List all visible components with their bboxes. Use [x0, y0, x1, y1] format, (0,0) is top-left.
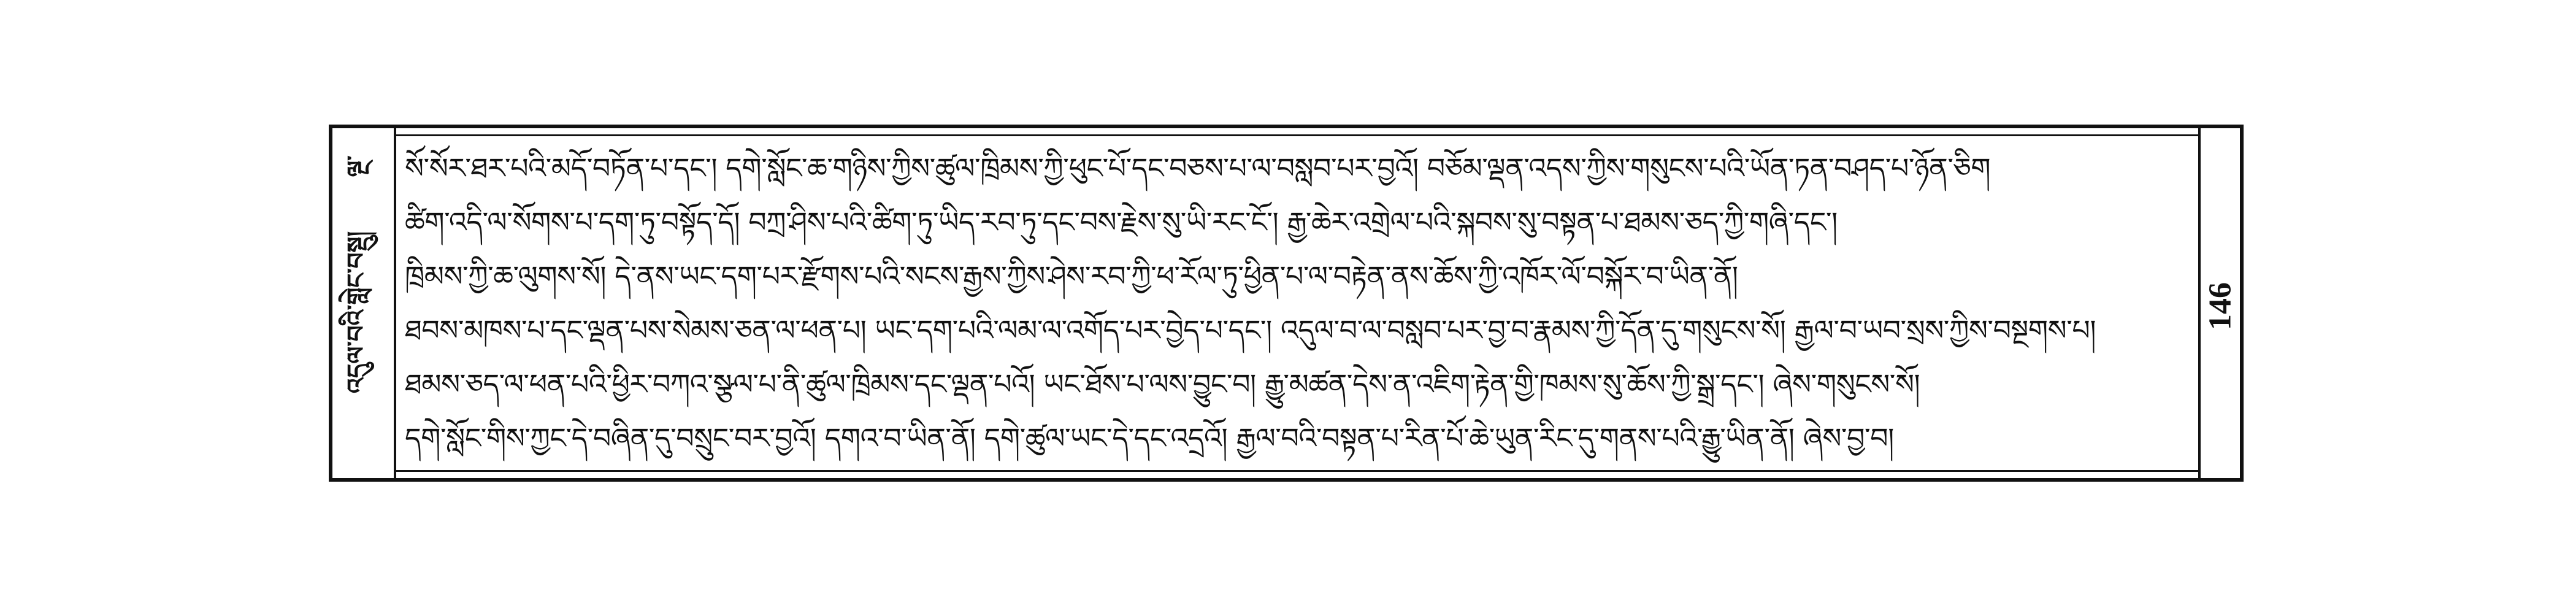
text-block [405, 142, 2190, 465]
text-line-5: ཐམས་ཅད་ལ་ཕན་པའི་ཕྱིར་བཀའ་སྩལ་པ་ནི་ཚུལ་ཁྲིམས་དང་ལྡན་པའོ། ཡང་ཐོས་པ་ལས་བྱུང་བ། རྒྱུ་མཚན་དེས་ན་འཇིག་རྟེན་གྱི་ཁམས་སུ་ཆོས་ཀྱི་སྒྲ་དང་། ཞེས་གསུངས་སོ། [405, 368, 1920, 401]
text-line-2: ཚིག་འདི་ལ་སོགས་པ་དག་ཏུ་བསྟོད་དོ། བཀྲ་ཤིས་པའི་ཚིག་ཏུ་ཡིད་རབ་ཏུ་དང་བས་རྗེས་སུ་ཡི་རང་ངོ་། རྒྱ་ཆེར་འགྲེལ་པའི་སྐབས་སུ་བསྟན་པ་ཐམས་ཅད་ཀྱི་གཞི་དང་། [405, 206, 1838, 239]
right-margin [2201, 128, 2240, 478]
inner-bottom-rule [396, 470, 2198, 472]
short-title: འདུལ་བའི་གླེང་བསྡུ། [342, 231, 371, 394]
folio-number: 146 [2202, 282, 2238, 330]
text-line-4: ཐབས་མཁས་པ་དང་ལྡན་པས་སེམས་ཅན་ལ་ཕན་པ། ཡང་དག་པའི་ལམ་ལ་འགོད་པར་བྱེད་པ་དང་། འདུལ་བ་ལ་བསླབ་པར་བྱ་བ་རྣམས་ཀྱི་དོན་དུ་གསུངས་སོ། རྒྱལ་བ་ཡབ་སྲས་ཀྱིས་བསྔགས་པ། [405, 314, 2096, 347]
folio-frame [329, 125, 2244, 482]
left-margin [332, 128, 394, 478]
text-line-6: དགེ་སློང་གིས་ཀྱང་དེ་བཞིན་དུ་བསྲུང་བར་བྱའོ། དགའ་བ་ཡིན་ནོ། དགེ་ཚུལ་ཡང་དེ་དང་འདྲའོ། རྒྱལ་བའི་བསྟན་པ་རིན་པོ་ཆེ་ཡུན་རིང་དུ་གནས་པའི་རྒྱུ་ཡིན་ནོ། ཞེས་བྱ་བ། [405, 422, 1894, 455]
folio-word: ལྔ་ [342, 155, 371, 177]
text-line-3: ཁྲིམས་ཀྱི་ཆ་ལུགས་སོ། དེ་ནས་ཡང་དག་པར་རྫོགས་པའི་སངས་རྒྱས་ཀྱིས་ཤེས་རབ་ཀྱི་ཕ་རོལ་ཏུ་ཕྱིན་པ་ལ་བརྟེན་ནས་ཆོས་ཀྱི་འཁོར་ལོ་བསྐོར་བ་ཡིན་ནོ། [405, 260, 1738, 293]
text-line-1: སོ་སོར་ཐར་པའི་མདོ་བཏོན་པ་དང་། དགེ་སློང་ཆ་གཉིས་ཀྱིས་ཚུལ་ཁྲིམས་ཀྱི་ཕུང་པོ་དང་བཅས་པ་ལ་བསླབ་པར་བྱའོ། བཅོམ་ལྡན་འདས་ཀྱིས་གསུངས་པའི་ཡོན་ཏན་བཤད་པ་ཉོན་ཅིག [405, 152, 1991, 185]
inner-top-rule [396, 134, 2198, 136]
